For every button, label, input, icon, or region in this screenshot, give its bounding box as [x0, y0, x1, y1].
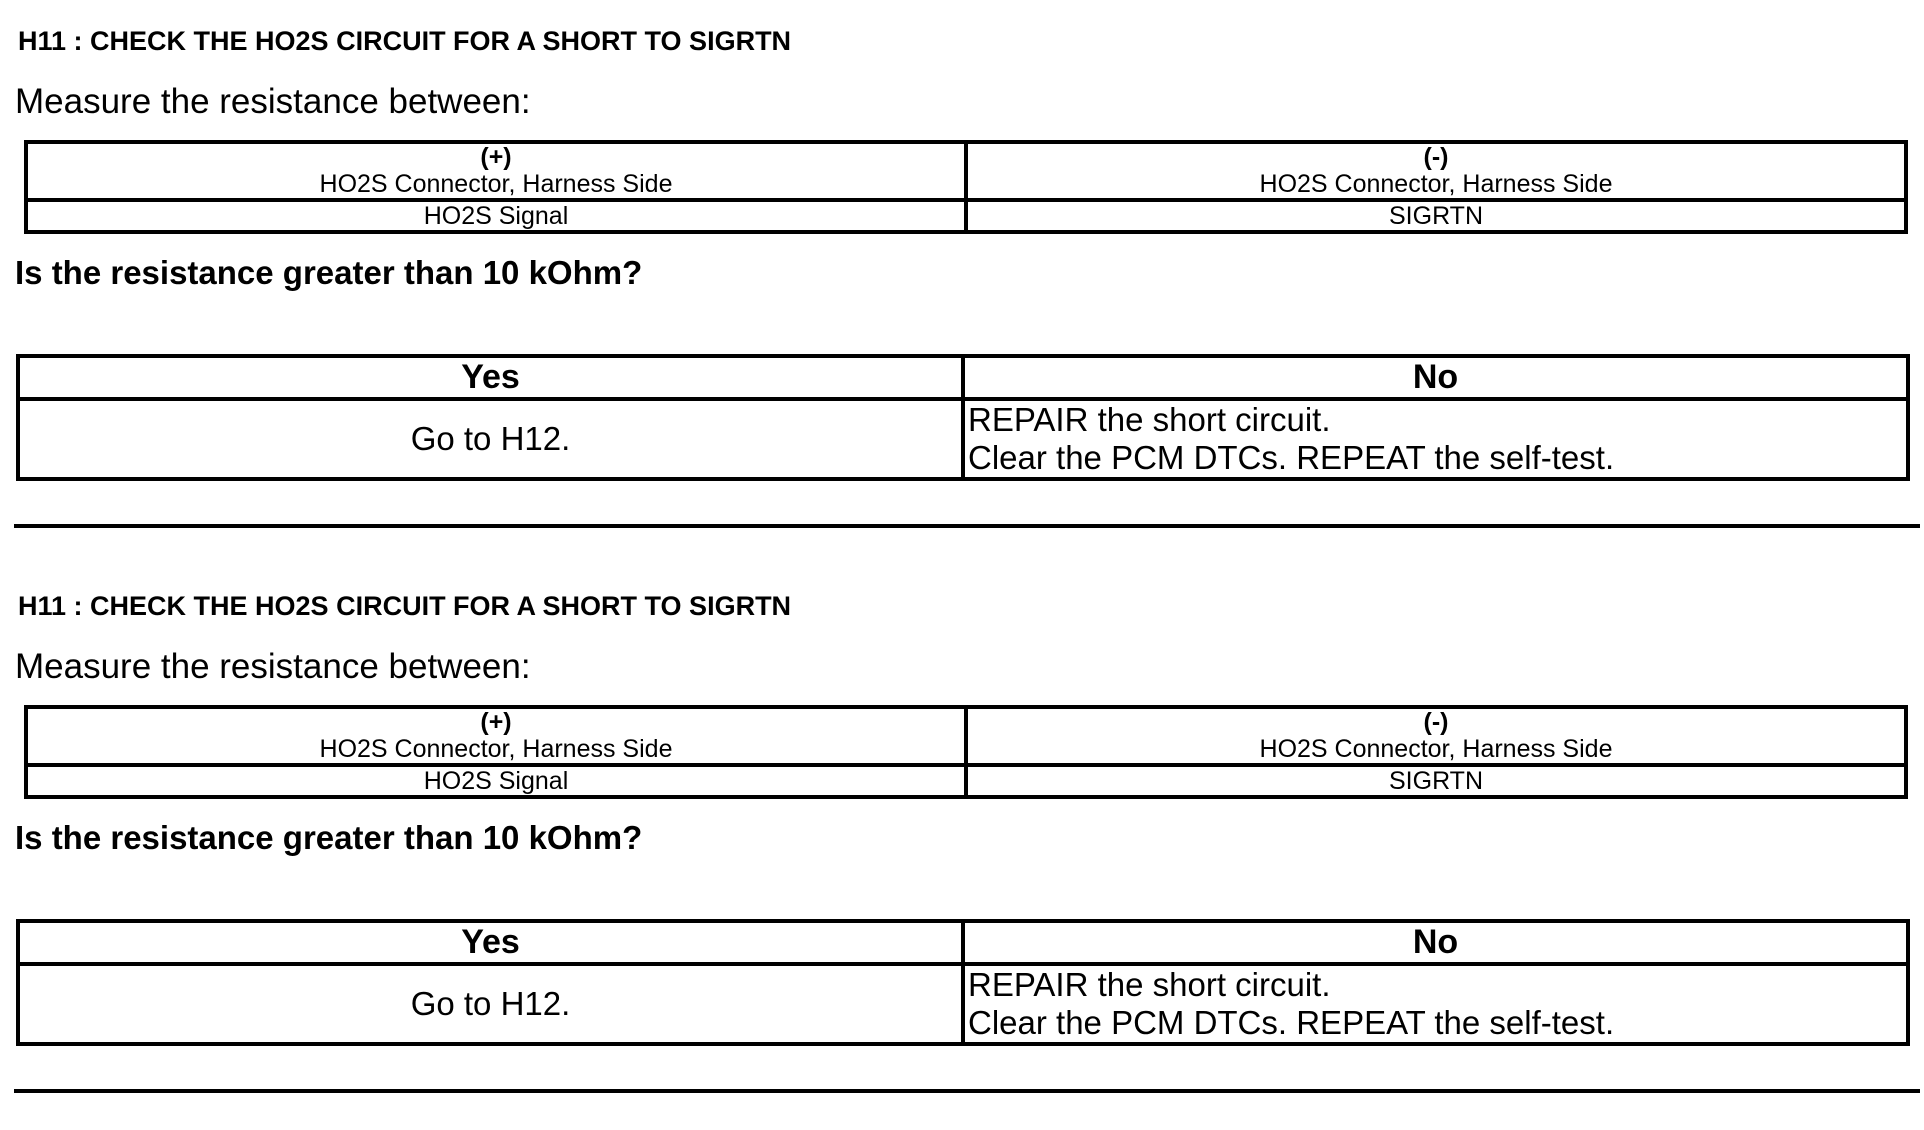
step-title: H11 : CHECK THE HO2S CIRCUIT FOR A SHORT TO SIGRTN [18, 591, 792, 621]
yes-header: Yes [18, 921, 963, 964]
result-table [16, 354, 1910, 481]
negative-polarity: (-) [1423, 143, 1449, 171]
no-action-line: REPAIR the short circuit. [968, 401, 1331, 438]
measurement-table [24, 705, 1908, 799]
negative-probe-cell [966, 142, 1906, 200]
positive-probe-cell [26, 707, 966, 765]
yes-action: Go to H12. [18, 399, 963, 479]
negative-probe-cell [966, 707, 1906, 765]
negative-location: HO2S Connector, Harness Side [1259, 735, 1613, 763]
yes-header: Yes [18, 356, 963, 399]
step-question: Is the resistance greater than 10 kOhm? [15, 254, 643, 291]
negative-pin: SIGRTN [966, 200, 1906, 232]
step-question: Is the resistance greater than 10 kOhm? [15, 819, 643, 856]
negative-pin: SIGRTN [966, 765, 1906, 797]
no-action-line: REPAIR the short circuit. [968, 966, 1331, 1003]
no-header: No [963, 921, 1908, 964]
section-divider [14, 1089, 1920, 1093]
no-action [963, 964, 1908, 1044]
negative-location: HO2S Connector, Harness Side [1259, 170, 1613, 198]
positive-location: HO2S Connector, Harness Side [319, 735, 673, 763]
positive-probe-cell [26, 142, 966, 200]
section-divider [14, 524, 1920, 528]
no-action-line: Clear the PCM DTCs. REPEAT the self-test. [968, 439, 1615, 476]
no-action-line: Clear the PCM DTCs. REPEAT the self-test. [968, 1004, 1615, 1041]
test-step-section [0, 565, 1924, 1130]
negative-polarity: (-) [1423, 708, 1449, 736]
no-header: No [963, 356, 1908, 399]
positive-pin: HO2S Signal [26, 765, 966, 797]
step-instruction: Measure the resistance between: [15, 82, 531, 121]
positive-pin: HO2S Signal [26, 200, 966, 232]
no-action [963, 399, 1908, 479]
step-title: H11 : CHECK THE HO2S CIRCUIT FOR A SHORT TO SIGRTN [18, 26, 792, 56]
step-instruction: Measure the resistance between: [15, 647, 531, 686]
positive-polarity: (+) [480, 143, 512, 171]
positive-polarity: (+) [480, 708, 512, 736]
measurement-table [24, 140, 1908, 234]
positive-location: HO2S Connector, Harness Side [319, 170, 673, 198]
yes-action: Go to H12. [18, 964, 963, 1044]
result-table [16, 919, 1910, 1046]
